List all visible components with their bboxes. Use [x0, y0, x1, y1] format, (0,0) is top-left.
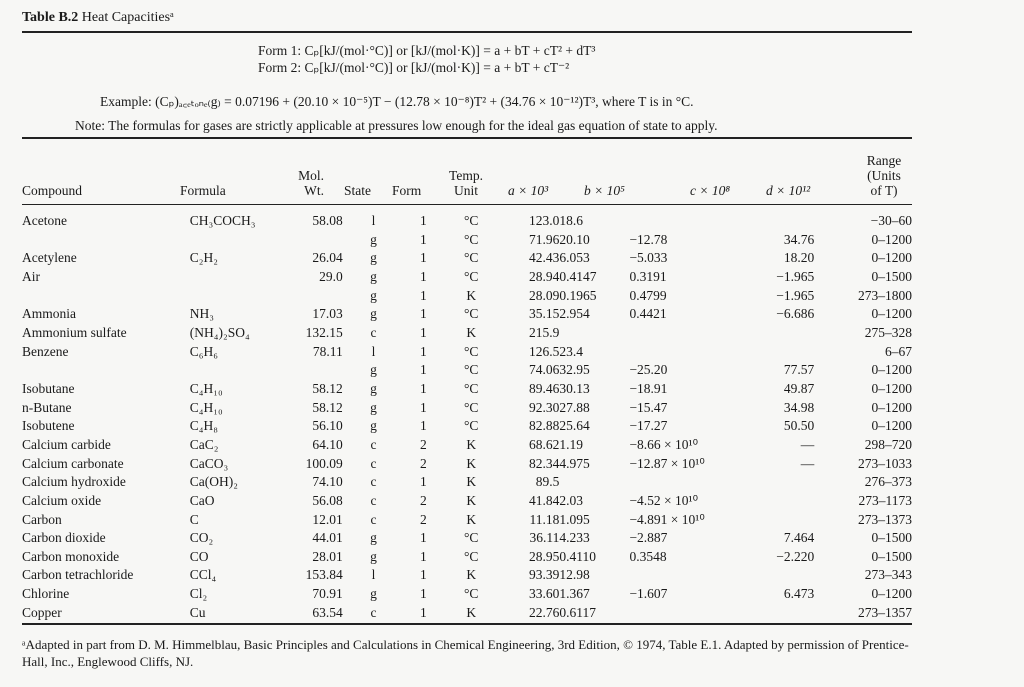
formula-cell: CaO: [189, 492, 215, 508]
d-coefficient-cell: 18.20: [783, 250, 815, 266]
range-cell: 273–1373: [858, 511, 912, 527]
range-cell: 0–1200: [871, 306, 912, 322]
d-coefficient-cell: 7.464: [783, 530, 815, 546]
formula-cell: C₆H₆: [189, 343, 218, 359]
d-coefficient-cell: 6.473: [783, 586, 815, 602]
formula-cell: C₄H₁₀: [189, 399, 223, 415]
b-coefficient-cell: 0.1965: [559, 287, 597, 303]
range-cell: 0–1500: [871, 268, 912, 284]
b-coefficient-cell: 30.13: [559, 380, 590, 396]
table-row: [22, 231, 912, 250]
form-cell: 1: [420, 268, 427, 284]
formula-cell: CO: [189, 548, 209, 564]
table-bottom-rule: [22, 623, 912, 625]
c-coefficient-cell: [629, 343, 750, 362]
table-header: [22, 146, 912, 204]
d-coefficient-cell: [751, 492, 815, 511]
range-cell: −30–60: [870, 213, 912, 228]
temp-unit-cell: °C: [464, 306, 479, 322]
state-cell: g: [370, 586, 377, 602]
a-coefficient-cell: 28.09: [528, 287, 560, 303]
mol-wt-cell: 17.03: [312, 306, 343, 322]
header-state: State: [344, 183, 371, 198]
a-coefficient-cell: 35.15: [528, 306, 560, 322]
header-c: c × 10⁸: [690, 183, 731, 198]
formula-cell: [190, 231, 294, 250]
range-cell: 0–1200: [871, 399, 912, 415]
formula-cell: Cl₂: [189, 586, 208, 602]
header-compound: Compound: [22, 183, 83, 198]
formula-cell: C₂H₂: [189, 250, 218, 266]
mol-wt-cell: 58.12: [312, 399, 343, 415]
mol-wt-cell: 58.12: [312, 380, 343, 396]
mol-wt-cell: 64.10: [312, 436, 343, 452]
state-cell: l: [371, 567, 376, 583]
form-cell: 1: [420, 250, 427, 266]
form-2-equation: Form 2: Cₚ[kJ/(mol·°C)] or [kJ/(mol·K)] = a + bT + cT⁻²: [258, 60, 570, 75]
range-cell: 6–67: [885, 343, 912, 359]
compound-cell: Carbon dioxide: [22, 530, 106, 546]
header-bottom-rule: [22, 204, 912, 205]
compound-cell: [22, 361, 190, 380]
table-row: [22, 268, 912, 287]
form-cell: 1: [420, 548, 427, 564]
table-row: [22, 249, 912, 268]
temp-unit-cell: °C: [464, 586, 479, 602]
d-coefficient-cell: −1.965: [776, 268, 815, 284]
table-row: [22, 604, 912, 623]
form-cell: 1: [420, 604, 427, 620]
c-coefficient-cell: [629, 604, 750, 623]
range-cell: 276–373: [864, 474, 912, 490]
formula-cell: [190, 361, 294, 380]
form-cell: 2: [420, 511, 427, 527]
a-coefficient-cell: 28.95: [528, 548, 560, 564]
d-coefficient-cell: —: [800, 455, 815, 471]
c-coefficient-cell: −12.78: [629, 231, 668, 247]
c-coefficient-cell: −25.20: [629, 362, 668, 378]
temp-unit-cell: K: [466, 287, 477, 303]
state-cell: g: [370, 399, 377, 415]
c-coefficient-cell: [629, 324, 750, 343]
d-coefficient-cell: −2.220: [776, 548, 815, 564]
b-coefficient-cell: 27.88: [559, 399, 590, 415]
table-row: [22, 511, 912, 530]
table-row: [22, 566, 912, 585]
d-coefficient-cell: [751, 473, 815, 492]
mol-wt-cell: 58.08: [312, 213, 343, 228]
d-coefficient-cell: 77.57: [783, 362, 815, 378]
a-coefficient-cell: 89.5: [535, 474, 560, 490]
compound-cell: Air: [22, 268, 40, 284]
range-cell: 0–1200: [871, 231, 912, 247]
header-formula: Formula: [180, 183, 226, 198]
compound-cell: Acetylene: [22, 250, 77, 266]
compound-cell: Calcium carbonate: [22, 455, 124, 471]
a-coefficient-cell: 92.30: [528, 399, 560, 415]
formula-cell: CH₃COCH₃: [189, 213, 256, 228]
c-coefficient-cell: 0.3548: [629, 548, 667, 564]
a-coefficient-cell: 82.88: [528, 418, 560, 434]
form-cell: 1: [420, 567, 427, 583]
state-cell: g: [370, 250, 377, 266]
state-cell: g: [370, 530, 377, 546]
b-coefficient-cell: 4.233: [559, 530, 590, 546]
d-coefficient-cell: —: [800, 436, 815, 452]
state-cell: l: [371, 213, 376, 228]
mol-wt-cell: 56.10: [312, 418, 343, 434]
range-cell: 0–1500: [871, 530, 912, 546]
mol-wt-cell: [294, 287, 343, 306]
form-cell: 1: [420, 474, 427, 490]
range-cell: 273–1173: [858, 492, 912, 508]
d-coefficient-cell: [751, 343, 815, 362]
c-coefficient-cell: −1.607: [629, 586, 668, 602]
temp-unit-cell: °C: [464, 399, 479, 415]
d-coefficient-cell: 50.50: [783, 418, 815, 434]
temp-unit-cell: K: [466, 436, 477, 452]
header-form: Form: [392, 183, 422, 198]
compound-cell: [22, 287, 190, 306]
header-top-rule: [22, 137, 912, 139]
a-coefficient-cell: 71.96: [528, 231, 560, 247]
state-cell: g: [370, 380, 377, 396]
a-coefficient-cell: 93.39: [528, 567, 560, 583]
form-cell: 1: [420, 343, 427, 359]
d-coefficient-cell: [751, 604, 815, 623]
state-cell: c: [370, 474, 377, 490]
formula-cell: CaCO₃: [189, 455, 229, 471]
formula-forms: [258, 42, 818, 76]
b-coefficient-cell: 6.053: [559, 250, 590, 266]
state-cell: g: [370, 231, 377, 247]
compound-cell: Carbon tetrachloride: [22, 567, 134, 583]
table-row: [22, 380, 912, 399]
formula-cell: C₄H₁₀: [189, 380, 223, 396]
mol-wt-cell: [294, 231, 343, 250]
formula-cell: Ca(OH)₂: [189, 474, 238, 490]
b-coefficient-cell: 0.4110: [559, 548, 596, 564]
range-cell: 0–1200: [871, 362, 912, 378]
compound-cell: Carbon monoxide: [22, 548, 120, 564]
table-row: [22, 212, 912, 231]
a-coefficient-cell: 89.46: [528, 380, 560, 396]
a-coefficient-cell: 74.06: [528, 362, 560, 378]
c-coefficient-cell: −5.033: [629, 250, 668, 266]
compound-cell: Calcium hydroxide: [22, 474, 126, 490]
form-cell: 1: [420, 586, 427, 602]
c-coefficient-cell: [629, 566, 750, 585]
b-coefficient-cell: 32.95: [559, 362, 590, 378]
d-coefficient-cell: 49.87: [783, 380, 815, 396]
temp-unit-cell: K: [466, 604, 477, 620]
range-cell: 273–343: [864, 567, 912, 583]
mol-wt-cell: 12.01: [312, 511, 343, 527]
example-equation: Example: (Cₚ)ₐ꜀ₑₜₒₙₑ₍g₎ = 0.07196 + (20.10 × 10⁻⁵)T − (12.78 × 10⁻⁸)T² + (34.76 × 10⁻¹²)T³, where T is in °C.: [100, 94, 694, 109]
c-coefficient-cell: 0.4799: [629, 287, 667, 303]
table-row: [22, 343, 912, 362]
compound-cell: Calcium carbide: [22, 436, 111, 452]
c-coefficient-cell: −4.52 × 10¹⁰: [629, 492, 698, 508]
formula-cell: CCl₄: [189, 567, 217, 583]
table-row: [22, 399, 912, 418]
temp-unit-cell: °C: [464, 418, 479, 434]
a-coefficient-cell: 215.9: [528, 324, 560, 340]
table-row: [22, 287, 912, 306]
state-cell: g: [370, 362, 377, 378]
a-coefficient-cell: 41.84: [528, 492, 560, 508]
header-range: Range (Units of T): [866, 153, 902, 198]
header-a: a × 10³: [508, 183, 549, 198]
table-row: [22, 417, 912, 436]
c-coefficient-cell: 0.3191: [629, 268, 667, 284]
header-mol-wt: Mol. Wt.: [298, 168, 324, 198]
c-coefficient-cell: −18.91: [629, 380, 668, 396]
range-cell: 273–1357: [858, 604, 912, 620]
mol-wt-cell: 63.54: [312, 604, 343, 620]
form-cell: 2: [420, 455, 427, 471]
table-number: Table B.2: [22, 10, 79, 25]
temp-unit-cell: °C: [464, 250, 479, 266]
form-cell: 1: [420, 231, 427, 247]
state-cell: c: [370, 492, 377, 508]
c-coefficient-cell: −17.27: [629, 418, 668, 434]
a-coefficient-cell: 126.5: [528, 343, 560, 359]
header-b: b × 10⁵: [584, 183, 625, 198]
state-cell: l: [371, 343, 376, 359]
temp-unit-cell: K: [466, 455, 477, 471]
state-cell: g: [370, 306, 377, 322]
temp-unit-cell: K: [466, 511, 477, 527]
b-coefficient-cell: 0.4147: [559, 268, 597, 284]
temp-unit-cell: K: [466, 324, 477, 340]
mol-wt-cell: 70.91: [312, 586, 343, 602]
compound-cell: Isobutene: [22, 418, 75, 434]
a-coefficient-cell: 28.94: [528, 268, 560, 284]
state-cell: g: [370, 268, 377, 284]
mol-wt-cell: 29.0: [319, 268, 343, 284]
a-coefficient-cell: 36.11: [529, 530, 560, 546]
form-cell: 2: [420, 436, 427, 452]
a-coefficient-cell: 33.60: [528, 586, 560, 602]
c-coefficient-cell: −12.87 × 10¹⁰: [629, 455, 705, 471]
formula-cell: NH₃: [189, 306, 215, 322]
d-coefficient-cell: [751, 566, 815, 585]
header-temp-unit: Temp. Unit: [449, 168, 483, 198]
a-coefficient-cell: 22.76: [528, 604, 560, 620]
mol-wt-cell: 44.01: [312, 530, 343, 546]
table-title: Heat Capacitiesᵃ: [81, 10, 174, 25]
formula-cell: CaC₂: [189, 436, 219, 452]
c-coefficient-cell: −4.891 × 10¹⁰: [629, 511, 705, 527]
form-cell: 1: [420, 418, 427, 434]
compound-cell: Calcium oxide: [22, 492, 102, 508]
mol-wt-cell: 100.09: [305, 455, 343, 471]
mol-wt-cell: 26.04: [312, 250, 343, 266]
form-cell: 1: [420, 306, 427, 322]
state-cell: g: [370, 418, 377, 434]
temp-unit-cell: K: [466, 474, 477, 490]
table-row: [22, 492, 912, 511]
range-cell: 275–328: [864, 324, 912, 340]
temp-unit-cell: °C: [464, 343, 479, 359]
range-cell: 0–1200: [871, 380, 912, 396]
form-cell: 1: [420, 399, 427, 415]
table-caption: [22, 10, 912, 33]
temp-unit-cell: °C: [464, 213, 479, 228]
a-coefficient-cell: 68.62: [528, 436, 560, 452]
table-row: [22, 324, 912, 343]
formula-cell: CO₂: [189, 530, 214, 546]
form-cell: 1: [420, 213, 427, 228]
compound-cell: Ammonium sulfate: [22, 324, 127, 340]
mol-wt-cell: 74.10: [312, 474, 343, 490]
form-cell: 1: [420, 530, 427, 546]
state-cell: g: [370, 287, 377, 303]
state-cell: g: [370, 548, 377, 564]
footnote: ᵃAdapted in part from D. M. Himmelblau, Basic Principles and Calculations in Chemical Engineering, 3rd Edition, © 1974, Table E.1. Adapted by permission of Prentice-Hall, Inc., Englewood Cliffs, NJ.: [22, 637, 909, 669]
d-coefficient-cell: −6.686: [776, 306, 815, 322]
table-row: [22, 305, 912, 324]
range-cell: 0–1500: [871, 548, 912, 564]
compound-cell: Acetone: [22, 213, 67, 228]
table-row: [22, 548, 912, 567]
state-cell: c: [370, 511, 377, 527]
b-coefficient-cell: 1.19: [559, 436, 583, 452]
form-cell: 2: [420, 492, 427, 508]
compound-cell: Ammonia: [22, 306, 76, 322]
compound-cell: Carbon: [22, 511, 62, 527]
temp-unit-cell: °C: [464, 530, 479, 546]
compound-cell: Benzene: [22, 343, 69, 359]
d-coefficient-cell: 34.98: [783, 399, 815, 415]
c-coefficient-cell: 0.4421: [629, 306, 667, 322]
c-coefficient-cell: [629, 212, 750, 231]
c-coefficient-cell: −8.66 × 10¹⁰: [629, 436, 698, 452]
table-row: [22, 529, 912, 548]
mol-wt-cell: [294, 361, 343, 380]
heat-capacity-table: [22, 212, 912, 622]
table-row: [22, 436, 912, 455]
range-cell: 273–1800: [858, 287, 912, 303]
mol-wt-cell: 153.84: [305, 567, 343, 583]
d-coefficient-cell: 34.76: [783, 231, 815, 247]
header-d: d × 10¹²: [766, 183, 811, 198]
b-coefficient-cell: 23.4: [559, 343, 583, 359]
b-coefficient-cell: 12.98: [559, 567, 590, 583]
table-row: [22, 361, 912, 380]
c-coefficient-cell: −2.887: [629, 530, 668, 546]
d-coefficient-cell: [751, 212, 815, 231]
formula-cell: [190, 268, 294, 287]
b-coefficient-cell: 1.095: [559, 511, 590, 527]
b-coefficient-cell: 2.954: [559, 306, 590, 322]
temp-unit-cell: K: [466, 567, 477, 583]
compound-cell: [22, 231, 190, 250]
table-row: [22, 585, 912, 604]
c-coefficient-cell: [629, 473, 750, 492]
b-coefficient-cell: 2.03: [559, 492, 583, 508]
temp-unit-cell: °C: [464, 362, 479, 378]
b-coefficient-cell: 1.367: [559, 586, 590, 602]
a-coefficient-cell: 11.18: [529, 511, 560, 527]
formula-cell: Cu: [189, 604, 206, 620]
form-cell: 1: [420, 362, 427, 378]
c-coefficient-cell: −15.47: [629, 399, 668, 415]
state-cell: c: [370, 455, 377, 471]
temp-unit-cell: °C: [464, 380, 479, 396]
range-cell: 0–1200: [871, 418, 912, 434]
range-cell: 298–720: [864, 436, 912, 452]
range-cell: 273–1033: [858, 455, 912, 471]
state-cell: c: [370, 324, 377, 340]
state-cell: c: [370, 604, 377, 620]
b-coefficient-cell: 4.975: [559, 455, 590, 471]
b-coefficient-cell: 20.10: [559, 231, 590, 247]
b-coefficient-cell: [559, 473, 629, 492]
temp-unit-cell: °C: [464, 268, 479, 284]
mol-wt-cell: 56.08: [312, 492, 343, 508]
temp-unit-cell: °C: [464, 231, 479, 247]
form-cell: 1: [420, 287, 427, 303]
a-coefficient-cell: 82.34: [528, 455, 560, 471]
form-1-equation: Form 1: Cₚ[kJ/(mol·°C)] or [kJ/(mol·K)] = a + bT + cT² + dT³: [258, 43, 596, 58]
temp-unit-cell: °C: [464, 548, 479, 564]
b-coefficient-cell: 18.6: [559, 213, 583, 228]
d-coefficient-cell: [751, 511, 815, 530]
mol-wt-cell: 78.11: [312, 343, 343, 359]
mol-wt-cell: 28.01: [312, 548, 343, 564]
form-cell: 1: [420, 324, 427, 340]
note-text: Note: The formulas for gases are strictly applicable at pressures low enough for the ideal gas equation of state to apply.: [75, 118, 718, 133]
range-cell: 0–1200: [871, 586, 912, 602]
form-cell: 1: [420, 380, 427, 396]
compound-cell: Isobutane: [22, 380, 75, 396]
compound-cell: Copper: [22, 604, 62, 620]
range-cell: 0–1200: [871, 250, 912, 266]
compound-cell: n-Butane: [22, 399, 72, 415]
state-cell: c: [370, 436, 377, 452]
formula-cell: C: [189, 511, 199, 527]
compound-cell: Chlorine: [22, 586, 70, 602]
table-row: [22, 473, 912, 492]
b-coefficient-cell: 0.6117: [559, 604, 596, 620]
d-coefficient-cell: −1.965: [776, 287, 815, 303]
formula-cell: C₄H₈: [189, 418, 218, 434]
b-coefficient-cell: 25.64: [559, 418, 590, 434]
a-coefficient-cell: 123.0: [528, 213, 560, 228]
table-row: [22, 455, 912, 474]
formula-cell: (NH₄)₂SO₄: [189, 324, 250, 340]
formula-cell: [190, 287, 294, 306]
mol-wt-cell: 132.15: [305, 324, 343, 340]
temp-unit-cell: K: [466, 492, 477, 508]
d-coefficient-cell: [751, 324, 815, 343]
b-coefficient-cell: [559, 324, 629, 343]
a-coefficient-cell: 42.43: [528, 250, 560, 266]
